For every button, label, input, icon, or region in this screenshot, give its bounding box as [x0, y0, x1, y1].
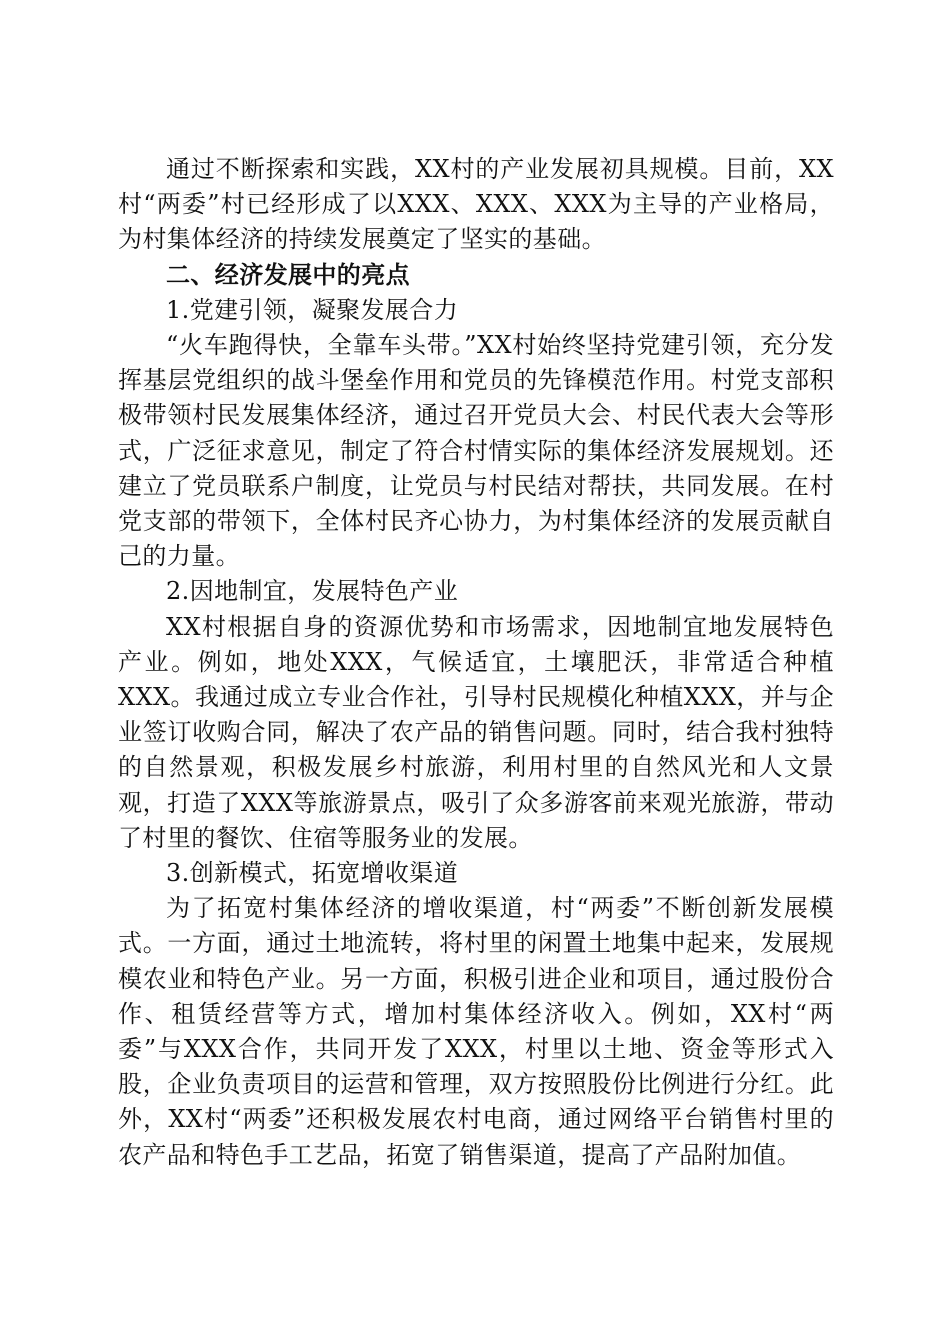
paragraph-innovation-model: 为了拓宽村集体经济的增收渠道，村“两委”不断创新发展模式。一方面，通过土地流转，将村里的闲置土地集中起来，发展规模农业和特色产业。另一方面，积极引进企业和项目，通过股份合作、租赁经营等方式，增加村集体经济收入。例如，XX村“两委”与XXX合作，共同开发了XXX，村里以土地、资金等形式入股，企业负责项目的运营和管理，双方按照股份比例进行分红。此外，XX村“两委”还积极发展农村电商，通过网络平台销售村里的农产品和特色手工艺品，拓宽了销售渠道，提高了产品附加值。 — [118, 894, 834, 1169]
paragraph-industry-scale: 通过不断探索和实践，XX村的产业发展初具规模。目前，XX村“两委”村已经形成了以XXX、XXX、XXX为主导的产业格局，为村集体经济的持续发展奠定了坚实的基础。 — [118, 155, 834, 254]
subheading-party-building: 1.党建引领，凝聚发展合力 — [166, 295, 459, 324]
document-page — [118, 152, 834, 1173]
subheading-local-industry: 2.因地制宜，发展特色产业 — [166, 577, 459, 606]
subheading-innovation-model: 3.创新模式，拓宽增收渠道 — [166, 859, 459, 888]
paragraph-party-building: “火车跑得快，全靠车头带。”XX村始终坚持党建引领，充分发挥基层党组织的战斗堡垒作用和党员的先锋模范作用。村党支部积极带领村民发展集体经济，通过召开党员大会、村民代表大会等形式，广泛征求意见，制定了符合村情实际的集体经济发展规划。还建立了党员联系户制度，让党员与村民结对帮扶，共同发展。在村党支部的带领下，全体村民齐心协力，为村集体经济的发展贡献自己的力量。 — [118, 331, 834, 571]
paragraph-local-industry: XX村根据自身的资源优势和市场需求，因地制宜地发展特色产业。例如，地处XXX，气候适宜，土壤肥沃，非常适合种植XXX。我通过成立专业合作社，引导村民规模化种植XXX，并与企业签订收购合同，解决了农产品的销售问题。同时，结合我村独特的自然景观，积极发展乡村旅游，利用村里的自然风光和人文景观，打造了XXX等旅游景点，吸引了众多游客前来观光旅游，带动了村里的餐饮、住宿等服务业的发展。 — [118, 612, 834, 852]
section-heading-highlights: 二、经济发展中的亮点 — [166, 260, 410, 289]
